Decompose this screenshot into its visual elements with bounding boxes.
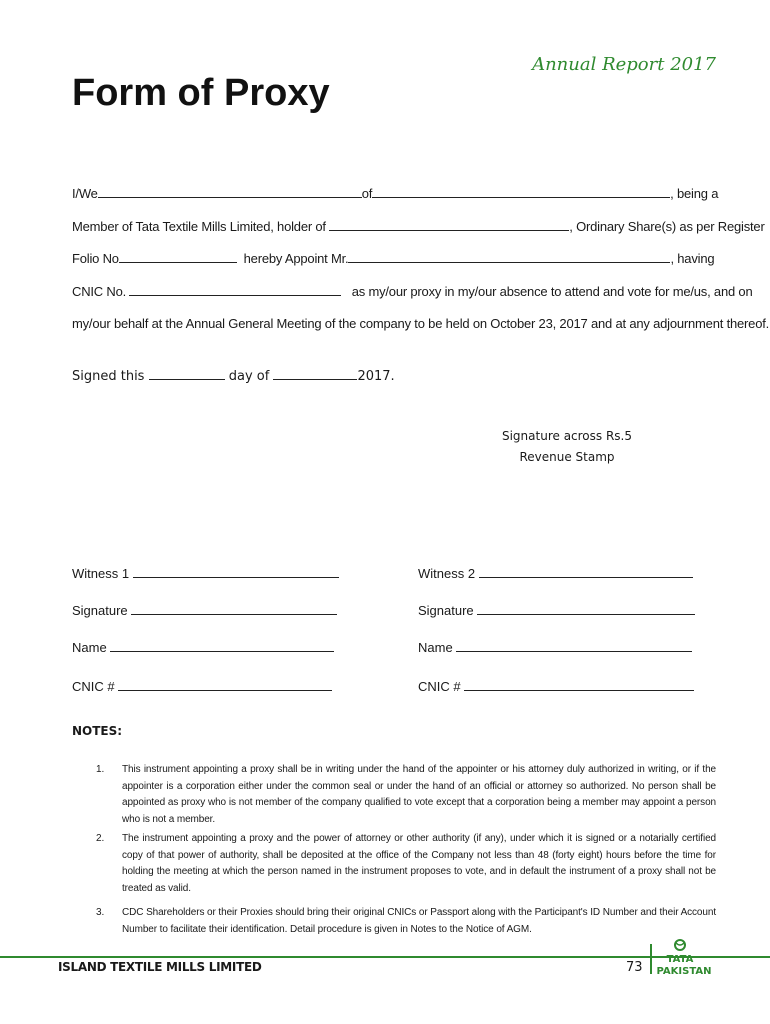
appointee-blank: [348, 252, 670, 263]
cnic-label: CNIC No.: [72, 284, 127, 299]
proxy-line-5: my/our behalf at the Annual General Meeting of the company to be held on October 23, 2017 and at any adjournment thereof.: [72, 316, 770, 331]
witness-2-field: [418, 566, 693, 581]
name-label: Name: [72, 640, 107, 655]
member-label: Member of Tata Textile Mills Limited, holder of: [72, 219, 326, 234]
witness-1-field: [72, 566, 339, 581]
cnic-label: CNIC #: [418, 679, 461, 694]
witness-2-name-field: [418, 640, 692, 655]
cnic-label: CNIC #: [72, 679, 115, 694]
note-number: 2.: [96, 833, 105, 844]
signature-label: Signature: [418, 603, 474, 618]
tata-logo-icon: [656, 938, 714, 978]
witness-2-label: Witness 2: [418, 566, 476, 581]
footer-company-name: ISLAND TEXTILE MILLS LIMITED: [58, 960, 262, 974]
day-of-label: day of: [228, 369, 270, 384]
folio-label: Folio No: [72, 251, 119, 266]
witness-1-signature-field: [72, 603, 337, 618]
note-number: 1.: [96, 764, 105, 775]
proxy-line-1: [72, 186, 719, 201]
signed-day-blank: [149, 369, 225, 380]
signed-month-blank: [273, 369, 357, 380]
witness-1-cnic-blank: [118, 680, 332, 691]
report-header: Annual Report 2017: [532, 54, 716, 75]
address-blank: [372, 187, 670, 198]
proxy-text: as my/our proxy in my/our absence to attend and vote for me/us, and on: [351, 284, 753, 299]
note-text: This instrument appointing a proxy shall be in writing under the hand of the appointer or his attorney duly authorized in writing, or if the appointer is a corporation either under the common seal or under the hand of an official or attorney so authorized. No person shall be appointed as proxy who is not member of the company qualified to vote except that a corporation being a member may appoint a person who is not a member.: [122, 764, 716, 825]
proxy-line-2: [72, 219, 765, 234]
shares-label: , Ordinary Share(s) as per Register: [569, 219, 765, 234]
page-title: Form of Proxy: [72, 72, 330, 114]
signed-year: 2017.: [357, 369, 395, 384]
note-item: [96, 831, 716, 897]
footer-separator: [650, 944, 652, 974]
signed-this-label: Signed this: [72, 369, 145, 384]
note-item: [96, 905, 716, 938]
witness-2-cnic-blank: [464, 680, 694, 691]
footer-rule: [0, 956, 770, 958]
witness-1-signature-blank: [131, 604, 337, 615]
note-item: [96, 762, 716, 828]
note-text: The instrument appointing a proxy and the power of attorney or other authority (if any), under which it is signed or a notarially certified copy of that power of authority, shall be deposited at the office of the Company not less than 48 (forty eight) hours before the time for holding the meeting at which the person named in the instrument proposes to vote, and in default the instrument of a proxy shall not be treated as valid.: [122, 833, 716, 894]
witness-2-signature-field: [418, 603, 695, 618]
being-label: , being a: [670, 186, 719, 201]
of-label: of: [361, 186, 373, 201]
name-label: Name: [418, 640, 453, 655]
proxy-line-4: [72, 284, 753, 299]
proxy-line-3: [72, 251, 716, 266]
witness-1-name-field: [72, 640, 334, 655]
name-blank: [98, 187, 362, 198]
cnic-blank: [129, 285, 341, 296]
revenue-stamp-area: [494, 426, 640, 468]
witness-1-blank: [133, 567, 339, 578]
note-number: 3.: [96, 907, 105, 918]
signed-line: [72, 369, 395, 384]
folio-blank: [119, 252, 237, 263]
witness-2-name-blank: [456, 641, 692, 652]
witness-2-cnic-field: [418, 679, 694, 694]
witness-1-cnic-field: [72, 679, 332, 694]
note-text: CDC Shareholders or their Proxies should bring their original CNICs or Passport along with the Participant's ID Number and their Account Number to facilitate their identification. Detail procedure is given in Notes to the Notice of AGM.: [122, 907, 716, 935]
stamp-line-1: Signature across Rs.5: [501, 429, 633, 443]
iwe-label: I/We: [72, 186, 98, 201]
logo-pakistan-text: PAKISTAN: [656, 966, 712, 977]
appoint-label: hereby Appoint Mr.: [243, 251, 349, 266]
witness-1-name-blank: [110, 641, 334, 652]
having-label: , having: [670, 251, 715, 266]
logo-tata-text: TATA: [666, 954, 694, 965]
signature-label: Signature: [72, 603, 128, 618]
stamp-line-2: Revenue Stamp: [519, 450, 615, 464]
page-number: 73: [626, 960, 643, 975]
shares-blank: [329, 220, 569, 231]
tata-pakistan-logo: [656, 938, 714, 978]
witness-1-label: Witness 1: [72, 566, 130, 581]
notes-heading: NOTES:: [72, 724, 123, 738]
witness-2-blank: [479, 567, 693, 578]
witness-2-signature-blank: [477, 604, 695, 615]
